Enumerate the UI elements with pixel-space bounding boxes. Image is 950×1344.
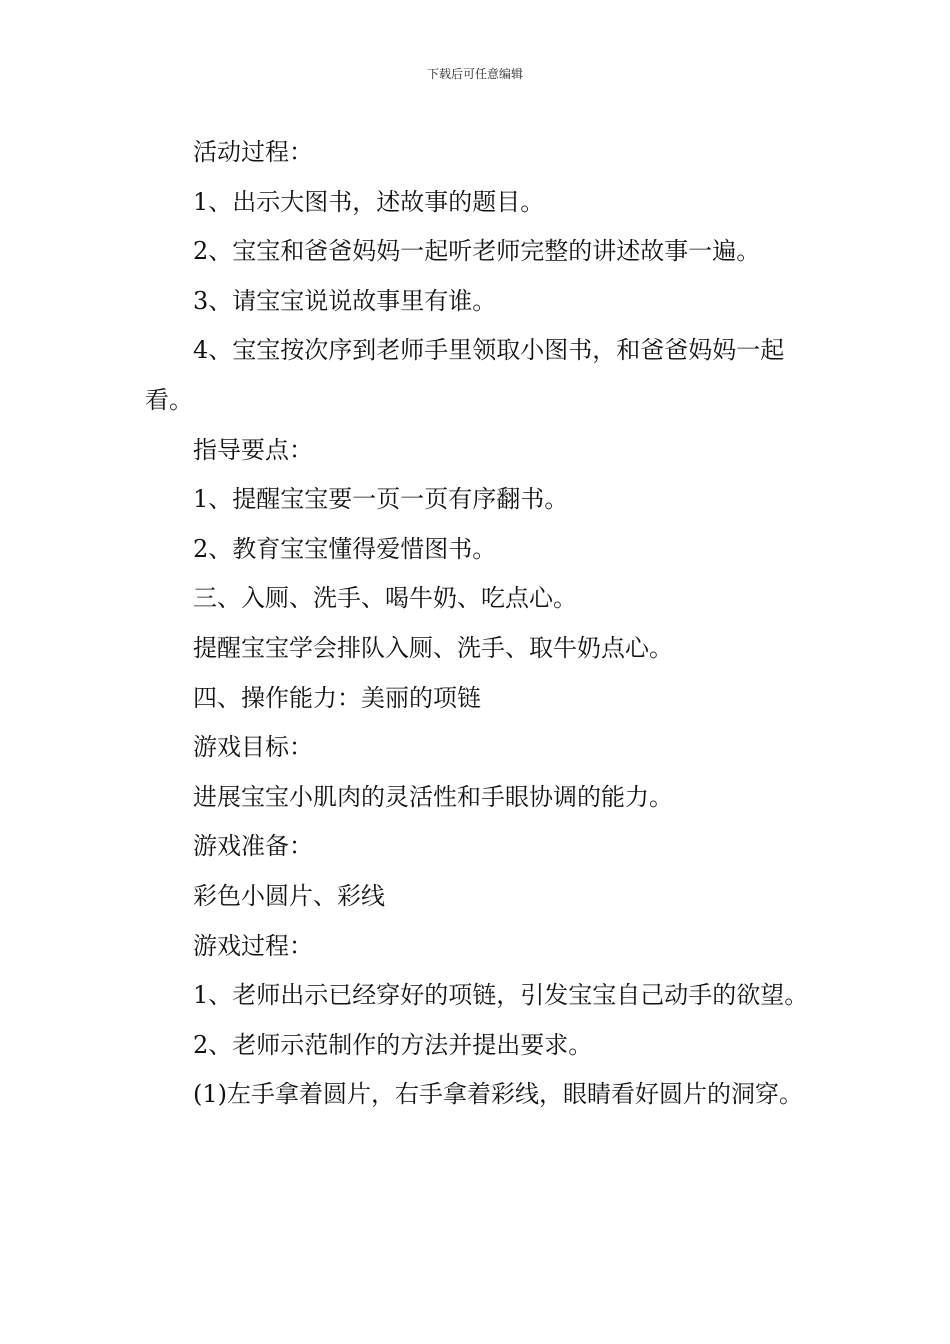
paragraph-game-goal: 进展宝宝小肌肉的灵活性和手眼协调的能力。	[193, 782, 673, 811]
paragraph-section-three-detail: 提醒宝宝学会排队入厕、洗手、取牛奶点心。	[193, 633, 673, 662]
paragraph-game-substep-1: (1)左手拿着圆片，右手拿着彩线，眼睛看好圆片的洞穿。	[193, 1080, 803, 1109]
paragraph-guidance-heading: 指导要点：	[193, 435, 313, 464]
paragraph-step-1: 1、出示大图书，述故事的题目。	[193, 187, 545, 216]
paragraph-game-goal-heading: 游戏目标：	[193, 733, 313, 762]
document-body	[145, 128, 810, 1120]
paragraph-activity-process-heading: 活动过程：	[193, 138, 313, 166]
paragraph-game-step-1: 1、老师出示已经穿好的项链，引发宝宝自己动手的欲望。	[193, 981, 809, 1010]
paragraph-step-3: 3、请宝宝说说故事里有谁。	[193, 286, 497, 315]
paragraph-game-process-heading: 游戏过程：	[193, 931, 313, 960]
paragraph-section-four: 四、操作能力：美丽的项链	[193, 683, 481, 712]
paragraph-game-prep: 彩色小圆片、彩线	[193, 881, 385, 910]
paragraph-step-4: 4、宝宝按次序到老师手里领取小图书，和爸爸妈妈一起看。	[145, 336, 785, 414]
page-header: 下载后可任意编辑	[426, 67, 523, 81]
paragraph-game-prep-heading: 游戏准备：	[193, 832, 313, 861]
paragraph-step-2: 2、宝宝和爸爸妈妈一起听老师完整的讲述故事一遍。	[193, 237, 761, 266]
paragraph-section-three: 三、入厕、洗手、喝牛奶、吃点心。	[193, 584, 577, 613]
paragraph-guidance-2: 2、教育宝宝懂得爱惜图书。	[193, 534, 497, 563]
paragraph-game-step-2: 2、老师示范制作的方法并提出要求。	[193, 1030, 593, 1059]
paragraph-guidance-1: 1、提醒宝宝要一页一页有序翻书。	[193, 485, 569, 514]
